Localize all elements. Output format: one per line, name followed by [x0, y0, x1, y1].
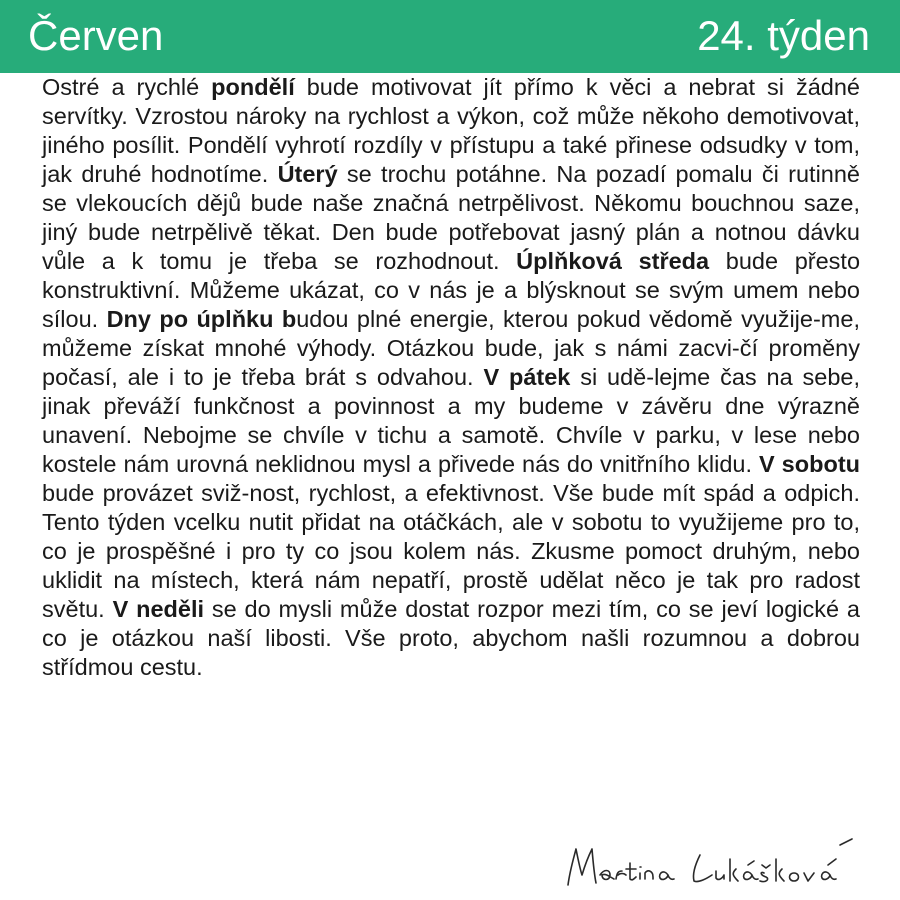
day-highlight: Úplňková středa — [516, 248, 710, 274]
month-title: Červen — [28, 12, 164, 59]
text-run: se trochu potáhne. Na pozadí pomalu či rutinně se vlekoucích dějů bude naše značná netrpělivost. Někomu bouchnou saze, jiný bude netrpělivě těkat. Den bude potřebovat jasný plán a notnou dávku vůle a k tomu je třeba se rozhodnout. — [42, 161, 860, 274]
header-bar — [0, 0, 900, 73]
text-run: se do mysli může dostat rozpor mezi tím, co se jeví logické a co je otázkou naší libosti. Vše proto, abychom našli rozumnou a dobrou střídmou cestu. — [42, 596, 860, 680]
text-run: udou plné energie, kterou pokud vědomě využije-me, můžeme získat mnohé výhody. Otázkou bude, jak s námi zacvi-čí proměny počasí, ale i to je třeba brát s odvahou. — [42, 306, 860, 390]
text-run: Ostré a rychlé — [42, 74, 212, 100]
handwritten-signature — [560, 835, 870, 895]
horoscope-text — [42, 73, 860, 682]
day-highlight: V sobotu — [759, 451, 860, 477]
day-highlight: Úterý — [277, 161, 338, 187]
article-paragraph — [42, 73, 860, 682]
text-run: bude provázet sviž-nost, rychlost, a efektivnost. Vše bude mít spád a odpich. Tento týden vcelku nutit přidat na otáčkách, ale v sobotu to využijeme pro to, co je prospěšné i pro ty co jsou kolem nás. Zkusme pomoct druhým, nebo uklidit na místech, která nám nepatří, prostě udělat něco je tak pro radost světu. — [42, 480, 860, 622]
week-title: 24. týden — [697, 12, 870, 59]
day-highlight: Dny po úplňku b — [106, 306, 297, 332]
text-run: si udě-lejme čas na sebe, jinak převáží funkčnost a povinnost a my budeme v závěru dne výrazně unavení. Nebojme se chvíle v tichu a samotě. Chvíle v parku, v lese nebo kostele nám urovná neklidnou mysl a přivede nás do vnitřního klidu. — [42, 364, 860, 477]
text-run: bude motivovat jít přímo k věci a nebrat si žádné servítky. Vzrostou nároky na rychlost a výkon, což může někoho demotivovat, jiného posílit. Pondělí vyhrotí rozdíly v přístupu a také přinese odsudky v tom, jak druhé hodnotíme. — [42, 74, 860, 187]
day-highlight: V pátek — [483, 364, 571, 390]
day-highlight: V neděli — [112, 596, 205, 622]
text-run: bude přesto konstruktivní. Můžeme ukázat, co v nás je a blýsknout se svým umem nebo sílou. — [42, 248, 861, 332]
day-highlight: pondělí — [211, 74, 295, 100]
